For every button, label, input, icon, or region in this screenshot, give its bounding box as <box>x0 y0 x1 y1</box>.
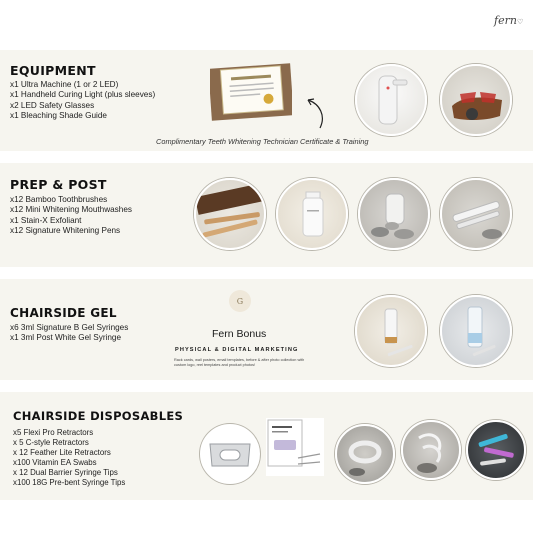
bonus-title: Fern Bonus <box>212 328 267 340</box>
prep-list <box>10 195 132 236</box>
prep-item: x1 Stain-X Exfoliant <box>10 215 82 225</box>
feather-retractor-image <box>401 420 461 480</box>
equipment-list <box>10 80 155 121</box>
certificate-caption: Complimentary Teeth Whitening Technician Certificate & Training <box>156 137 369 146</box>
bonus-description: Rack cards, wall posters, email templates, before & after photo collection with custom logo, reel templates and product photos! <box>174 358 305 367</box>
disposables-item: x 5 C-style Retractors <box>13 438 89 447</box>
mouthwash-image <box>276 178 348 250</box>
prep-title: PREP & POST <box>10 177 107 192</box>
swab-package-image <box>266 418 324 476</box>
whitening-pen-image <box>440 178 512 250</box>
disposables-item: x 12 Feather Lite Retractors <box>13 448 111 457</box>
gel-syringe-image <box>355 295 427 367</box>
disposables-item: x5 Flexi Pro Retractors <box>13 428 94 437</box>
stain-x-image <box>358 178 430 250</box>
gel-list <box>10 323 128 344</box>
flexi-retractor-image <box>200 424 260 484</box>
gel-item: x1 3ml Post White Gel Syringe <box>10 333 122 343</box>
safety-glasses-image <box>440 64 512 136</box>
gel-item: x6 3ml Signature B Gel Syringes <box>10 323 129 332</box>
certificate-image <box>210 60 292 124</box>
disposables-item: x100 18G Pre-bent Syringe Tips <box>13 478 126 487</box>
equipment-item: x2 LED Safety Glasses <box>10 100 95 110</box>
equipment-item: x1 Bleaching Shade Guide <box>10 110 107 120</box>
bamboo-toothbrush-image <box>194 178 266 250</box>
equipment-item: x1 Handheld Curing Light (plus sleeves) <box>10 90 156 100</box>
syringe-tips-image <box>466 420 526 480</box>
bonus-logo-icon: G <box>229 290 251 312</box>
disposables-list <box>13 428 125 488</box>
prep-item: x12 Mini Whitening Mouthwashes <box>10 205 132 215</box>
prep-item: x12 Signature Whitening Pens <box>10 225 121 235</box>
c-style-retractor-image <box>335 424 395 484</box>
logo: fern♡ <box>494 14 524 27</box>
gel-title: CHAIRSIDE GEL <box>10 306 117 320</box>
post-white-gel-image <box>440 295 512 367</box>
disposables-item: x100 Vitamin EA Swabs <box>13 458 97 467</box>
arrow-icon <box>300 96 330 132</box>
disposables-title: CHAIRSIDE DISPOSABLES <box>13 409 184 423</box>
equipment-item: x1 Ultra Machine (1 or 2 LED) <box>10 80 119 89</box>
prep-item: x12 Bamboo Toothbrushes <box>10 195 108 204</box>
equipment-title: EQUIPMENT <box>10 63 96 78</box>
ultra-machine-image <box>355 64 427 136</box>
bonus-subtitle: PHYSICAL & DIGITAL MARKETING <box>175 347 299 353</box>
logo-text: fern <box>494 14 517 27</box>
disposables-item: x 12 Dual Barrier Syringe Tips <box>13 468 118 477</box>
